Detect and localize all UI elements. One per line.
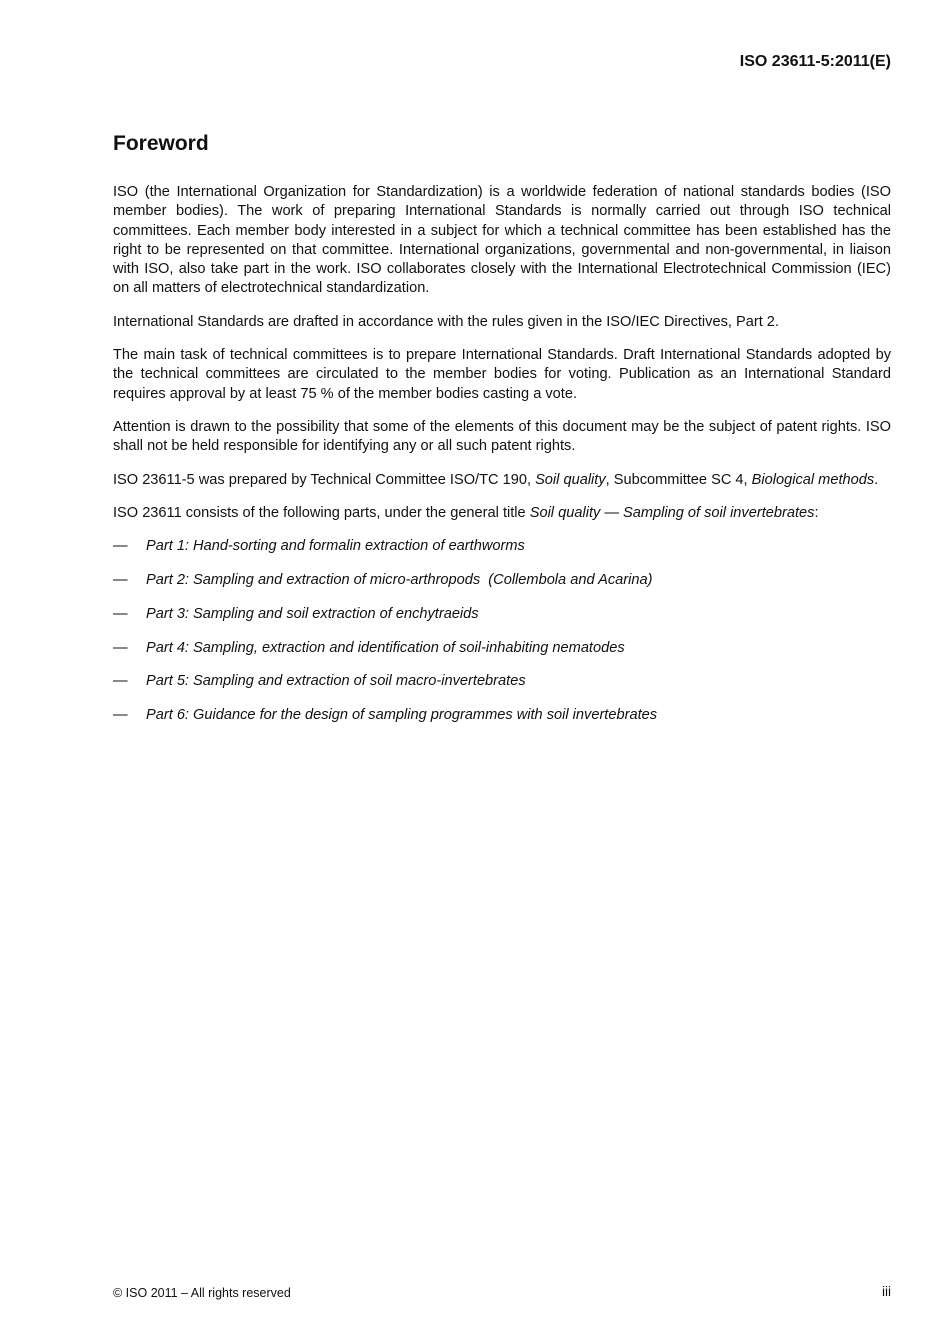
list-item xyxy=(113,639,891,658)
copyright-notice: © ISO 2011 – All rights reserved xyxy=(113,1286,291,1300)
parts-intro-text-2: : xyxy=(814,504,819,521)
general-title: Soil quality — Sampling of soil invertebrates xyxy=(529,504,815,521)
parts-list xyxy=(113,537,891,725)
list-dash: — xyxy=(113,639,128,656)
part-title: Part 4: Sampling, extraction and identification of soil-inhabiting nematodes xyxy=(146,639,625,656)
paragraph-prepared-by xyxy=(113,471,891,490)
paragraph-drafting-rules: International Standards are drafted in accordance with the rules given in the ISO/IEC Directives, Part 2. xyxy=(113,313,779,330)
part-title: Part 5: Sampling and extraction of soil macro-invertebrates xyxy=(146,673,526,690)
list-item xyxy=(113,605,891,624)
list-item xyxy=(113,537,891,556)
list-dash: — xyxy=(113,538,128,555)
part-title: Part 6: Guidance for the design of sampling programmes with soil invertebrates xyxy=(146,707,658,724)
paragraph-parts-intro xyxy=(113,504,891,523)
parts-intro-text-1: ISO 23611 consists of the following parts, under the general title xyxy=(113,504,530,521)
page-number: iii xyxy=(882,1284,891,1299)
paragraph-technical-committees: The main task of technical committees is to prepare International Standards. Draft International Standards adopted by the technical committees are circulated to the member bodies for voting. Publication as an International Standard requires approval by at least 75 % of the member bodies casting a vote. xyxy=(113,347,891,402)
prepared-by-text-1: ISO 23611-5 was prepared by Technical Committee ISO/TC 190, xyxy=(113,471,536,488)
prepared-by-text-2: , Subcommittee SC 4, xyxy=(605,471,752,488)
list-dash: — xyxy=(113,707,128,724)
list-item xyxy=(113,571,891,590)
part-title: Part 2: Sampling and extraction of micro-arthropods (Collembola and Acarina) xyxy=(146,571,653,588)
prepared-by-text-3: . xyxy=(874,471,879,488)
paragraph-iso-federation: ISO (the International Organization for Standardization) is a worldwide federation of national standards bodies (ISO member bodies). The work of preparing International Standards is normally carried out through ISO technical committees. Each member body interested in a subject for which a technical committee has been established has the right to be represented on that committee. International organizations, governmental and non-governmental, in liaison with ISO, also take part in the work. ISO collaborates closely with the International Electrotechnical Commission (IEC) on all matters of electrotechnical standardization. xyxy=(113,184,891,297)
committee-subject: Soil quality xyxy=(535,471,606,488)
list-dash: — xyxy=(113,673,128,690)
list-dash: — xyxy=(113,605,128,622)
list-item xyxy=(113,672,891,691)
subcommittee-subject: Biological methods xyxy=(751,471,875,488)
part-title: Part 1: Hand-sorting and formalin extraction of earthworms xyxy=(146,538,525,555)
document-reference: ISO 23611-5:2011(E) xyxy=(739,53,891,70)
list-item xyxy=(113,706,891,725)
foreword-section xyxy=(113,130,891,740)
part-title: Part 3: Sampling and soil extraction of enchytraeids xyxy=(146,605,479,622)
list-dash: — xyxy=(113,571,128,588)
section-title: Foreword xyxy=(113,132,209,155)
paragraph-patent-rights: Attention is drawn to the possibility that some of the elements of this document may be the subject of patent rights. ISO shall not be held responsible for identifying any or all such patent rights. xyxy=(113,418,891,455)
